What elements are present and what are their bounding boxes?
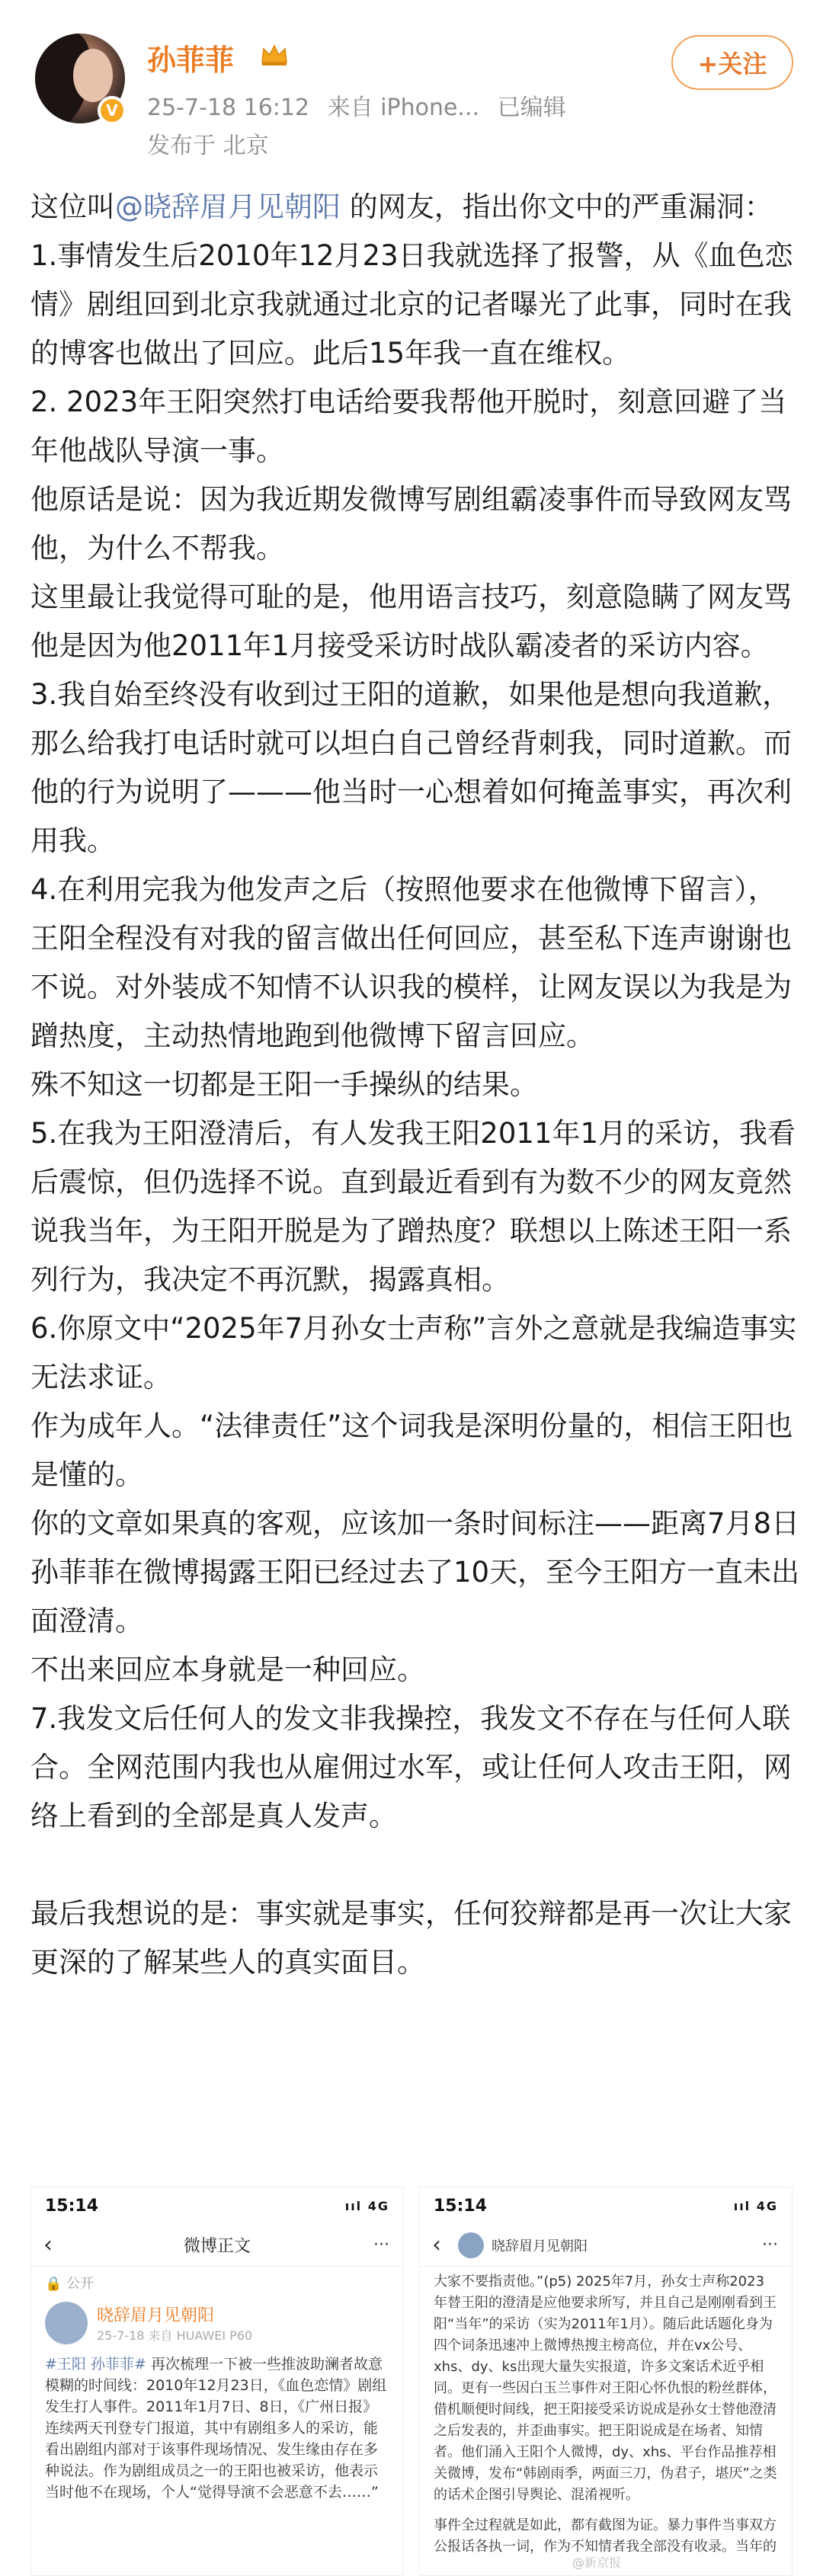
screenshot-left-text bbox=[31, 2347, 403, 2509]
screenshot-author-name: 晓辞眉月见朝阳 bbox=[97, 2306, 215, 2325]
avatar-face bbox=[73, 49, 113, 102]
screenshot-nav-title: 微博正文 bbox=[183, 2237, 251, 2256]
attached-images bbox=[30, 2187, 793, 2576]
screenshot-hashtag: #王阳 孙菲菲# bbox=[45, 2356, 146, 2373]
screenshot-nav-bar bbox=[31, 2224, 403, 2267]
screenshot-author-meta: 25-7-18 来自 HUAWEI P60 bbox=[97, 2328, 253, 2343]
paragraph-1: 1.事情发生后2010年12月23日我就选择了报警，从《血色恋情》剧组回到北京我就通过北京的记者曝光了此事，同时在我的博客也做出了回应。此后15年我一直在维权。 bbox=[30, 239, 793, 370]
post-time: 25-7-18 16:12 bbox=[147, 94, 310, 121]
paragraph-2c: 这里最让我觉得可耻的是，他用语言技巧，刻意隐瞒了网友骂他是因为他2011年1月接受采访时战队霸凌者的采访内容。 bbox=[30, 581, 792, 662]
intro-prefix: 这位叫 bbox=[30, 190, 115, 223]
screenshot-avatar bbox=[45, 2302, 88, 2344]
paragraph-3: 3.我自始至终没有收到过王阳的道歉，如果他是想向我道歉，那么给我打电话时就可以坦白自己曾经背刺我，同时道歉。而他的行为说明了———他当时一心想着如何掩盖事实，再次利用我。 bbox=[30, 678, 792, 857]
more-icon-right: ··· bbox=[762, 2235, 778, 2254]
post-header bbox=[0, 0, 823, 183]
paragraph-6c: 你的文章如果真的客观，应该加一条时间标注——距离7月8日孙菲菲在微博揭露王阳已经过去了10天，至今王阳方一直未出面澄清。 bbox=[30, 1507, 800, 1637]
paragraph-4b: 殊不知这一切都是王阳一手操纵的结果。 bbox=[30, 1068, 538, 1101]
public-text: 公开 bbox=[66, 2276, 94, 2292]
verified-badge-icon: V bbox=[98, 96, 126, 125]
intro-suffix: 的网友，指出你文中的严重漏洞： bbox=[341, 190, 773, 223]
screenshot-nav-bar-right bbox=[420, 2224, 792, 2267]
author-name[interactable]: 孙菲菲 bbox=[147, 43, 235, 77]
follow-button[interactable]: +关注 bbox=[671, 35, 793, 90]
paragraph-6d: 不出来回应本身就是一种回应。 bbox=[30, 1653, 425, 1686]
paragraph-2: 2. 2023年王阳突然打电话给要我帮他开脱时，刻意回避了当年他战队导演一事。 bbox=[30, 386, 787, 467]
post-location: 发布于 北京 bbox=[147, 133, 269, 159]
screenshot-mini-avatar bbox=[458, 2232, 484, 2258]
post-source: 来自 iPhone... bbox=[327, 94, 480, 121]
crown-icon bbox=[259, 41, 290, 67]
signal-icon-right: ııl 4G bbox=[733, 2198, 778, 2213]
signal-icon: ııl 4G bbox=[344, 2198, 389, 2213]
paragraph-6: 6.你原文中“2025年7月孙女士声称”言外之意就是我编造事实无法求证。 bbox=[30, 1312, 797, 1394]
screenshot-author-card bbox=[31, 2299, 403, 2347]
mention-link[interactable]: @晓辞眉月见朝阳 bbox=[115, 190, 341, 223]
paragraph-6b: 作为成年人。“法律责任”这个词我是深明份量的，相信王阳也是懂的。 bbox=[30, 1410, 793, 1491]
back-arrow-icon: ‹ bbox=[43, 2232, 53, 2258]
screenshot-left-body: 再次梳理一下被一些推波助澜者故意模糊的时间线：2010年12月23日，《血色恋情》剧组发生打人事件。2011年1月7日、8日，《广州日报》连续两天刊登专门报道，其中有剧组多人的采访，能看出剧组内部对于该事件现场情况、发生缘由存在多种说法。作为剧组成员之一的王阳也被采访，他表示当时他不在现场，个人“觉得导演不会恶意不去……” bbox=[45, 2356, 387, 2501]
paragraph-4: 4.在利用完我为他发声之后（按照他要求在他微博下留言），王阳全程没有对我的留言做出任何回应，甚至私下连声谢谢也不说。对外装成不知情不认识我的模样，让网友误以为我是为蹭热度，主动热情地跑到他微博下留言回应。 bbox=[30, 873, 792, 1052]
status-time-right: 15:14 bbox=[434, 2196, 488, 2216]
attached-screenshot-right[interactable] bbox=[419, 2187, 793, 2576]
screenshot-right-body-2: 事件全过程就是如此，都有截图为证。暴力事件当事双方公报话各执一词，作为不知情者我全部没有收录。当年的 bbox=[434, 2517, 777, 2555]
post-edited[interactable]: 已编辑 bbox=[497, 94, 566, 121]
watermark: @新京报 bbox=[572, 2555, 622, 2570]
closing-paragraph: 最后我想说的是：事实就是事实，任何狡辩都是再一次让大家更深的了解某些人的真实面目。 bbox=[30, 1897, 792, 1979]
more-icon: ··· bbox=[373, 2235, 389, 2254]
screenshot-nav-name: 晓辞眉月见朝阳 bbox=[492, 2238, 588, 2254]
status-bar bbox=[31, 2187, 403, 2224]
paragraph-7: 7.我发文后任何人的发文非我操控，我发文不存在与任何人联合。全网范围内我也从雇佣过水军，或让任何人攻击王阳，网络上看到的全部是真人发声。 bbox=[30, 1702, 792, 1832]
back-arrow-icon-right: ‹ bbox=[432, 2232, 441, 2258]
intro-paragraph bbox=[30, 183, 800, 232]
status-bar-right bbox=[420, 2187, 792, 2224]
paragraph-2b: 他原话是说：因为我近期发微博写剧组霸凌事件而导致网友骂他，为什么不帮我。 bbox=[30, 483, 792, 565]
public-label: 🔒 公开 bbox=[45, 2276, 94, 2292]
screenshot-right-body: 大家不要指责他。”(p5) 2025年7月，孙女士声称2023年替王阳的澄清是应他要求所写，并且自己是刚刚看到王阳“当年”的采访（实为2011年1月）。随后此话题化身为四个词条迅速冲上微博热搜主榜高位，并在vx公号、xhs、dy、ks出现大量失实报道，许多文案话术近乎相同。更有一些因白玉兰事件对王阳心怀仇恨的粉丝群体，借机顺便时间线，把王阳接受采访说成是孙女士替他澄清之后发表的，并歪曲事实。把王阳说成是在场者、知情者。他们涌入王阳个人微博，dy、xhs、平台作品推荐相关微博，发布“韩剧雨季，两面三刀，伪君子，堪厌”之类的话术企图引导舆论、混淆视听。 bbox=[434, 2274, 777, 2503]
post-meta bbox=[147, 88, 566, 122]
paragraph-5: 5.在我为王阳澄清后，有人发我王阳2011年1月的采访，我看后震惊，但仍选择不说。直到最近看到有为数不少的网友竟然说我当年，为王阳开脱是为了蹭热度？联想以上陈述王阳一系列行为，我决定不再沉默，揭露真相。 bbox=[30, 1117, 796, 1296]
attached-screenshot-left[interactable] bbox=[30, 2187, 404, 2576]
status-time: 15:14 bbox=[45, 2196, 99, 2216]
paragraph-gap bbox=[30, 1841, 800, 1890]
post-content bbox=[30, 183, 800, 1987]
